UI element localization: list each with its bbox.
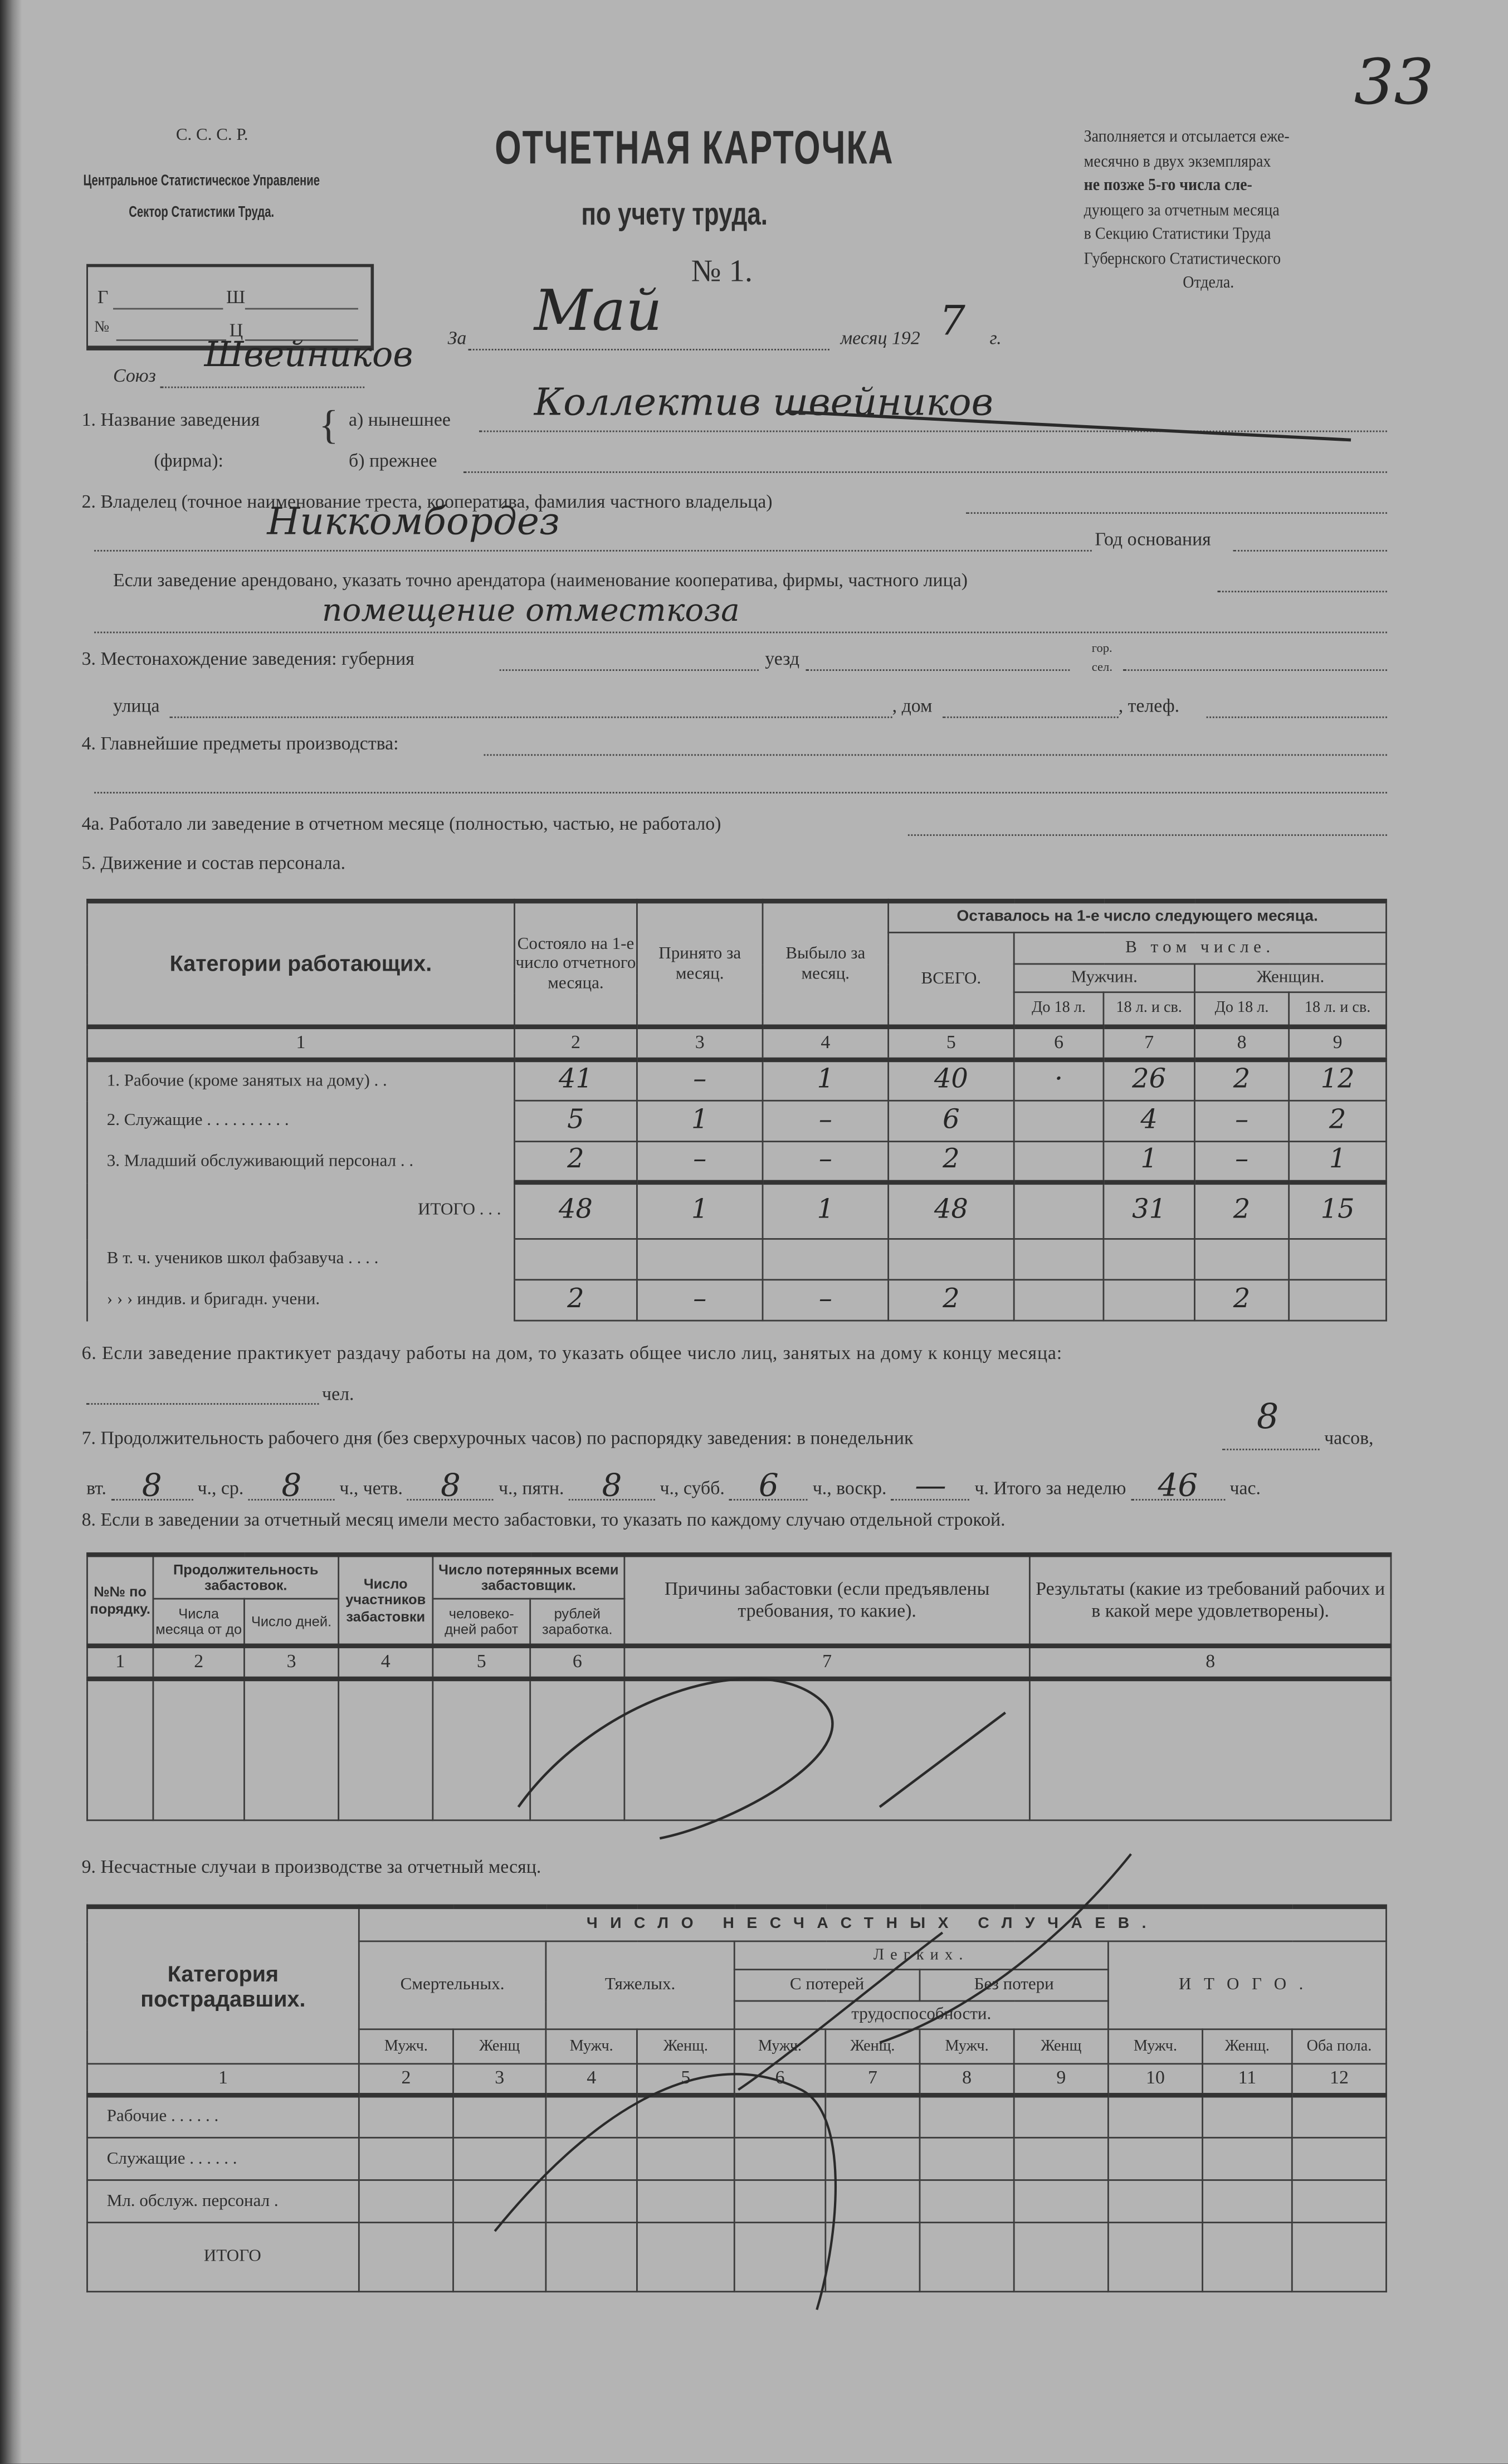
header-men: Мужчин.: [1014, 964, 1194, 992]
cell-value[interactable]: 48: [514, 1182, 637, 1239]
row-label: Мл. обслуж. персонал .: [87, 2180, 359, 2222]
column-number: 1: [87, 1027, 514, 1060]
page-subtitle: по учету труда.: [581, 198, 768, 233]
header-with-loss: С потерей: [734, 1970, 920, 2001]
lease-label: Если заведение арендовано, указать точно арендатора (наименование кооператива, фирмы, частного лица): [113, 568, 968, 591]
field5-label: 5. Движение и состав персонала.: [81, 851, 346, 874]
box-sh-label: Ш: [226, 286, 246, 308]
cell-value[interactable]: 4: [1104, 1100, 1195, 1141]
label-total_u: час.: [1229, 1477, 1261, 1499]
sex-subheader: Мужч.: [734, 2029, 826, 2064]
header-women-18plus: 18 л. и св.: [1289, 992, 1387, 1027]
column-number: 7: [624, 1646, 1030, 1679]
field9-label: 9. Несчастные случаи в производстве за отчетный месяц.: [81, 1856, 541, 1878]
cell-value[interactable]: 26: [1104, 1060, 1195, 1100]
street-label: улица: [113, 694, 160, 717]
brace: {: [319, 402, 339, 448]
sex-subheader: Женщ.: [637, 2029, 734, 2064]
box-no-label: №: [94, 319, 110, 337]
cell-value[interactable]: 1: [637, 1100, 763, 1141]
cell-value[interactable]: 2: [1194, 1280, 1289, 1321]
header-results: Результаты (какие из требований рабочих и в какой мере удовлетворены).: [1029, 1555, 1391, 1646]
row-label: ИТОГО . . .: [87, 1182, 514, 1239]
field1b-label: б) прежнее: [348, 449, 437, 471]
row-label: В т. ч. учеников школ фабзавуча . . . .: [87, 1239, 514, 1279]
column-number: 7: [826, 2064, 920, 2095]
cell-value[interactable]: 2: [1289, 1100, 1387, 1141]
hours-thu[interactable]: 8: [407, 1470, 494, 1501]
note-line: месячно в двух экземплярах: [1084, 152, 1271, 171]
sex-subheader: Оба пола.: [1292, 2029, 1386, 2064]
field4a-label: 4а. Работало ли заведение в отчетном месяце (полностью, частью, не работало): [81, 812, 721, 835]
column-number: 5: [637, 2064, 734, 2095]
box-ts-label: Ц: [229, 319, 243, 341]
header-duration: Продолжительность забастовок.: [153, 1555, 339, 1599]
cell-value[interactable]: 2: [514, 1280, 637, 1321]
column-number: 1: [87, 1646, 153, 1679]
field1-label: 1. Название заведения: [81, 408, 260, 431]
header-rubles: рублей заработка.: [530, 1599, 624, 1646]
cell-value[interactable]: 2: [1194, 1182, 1289, 1239]
month-value[interactable]: Май: [534, 279, 662, 344]
cell-value[interactable]: 1: [763, 1182, 889, 1239]
cell-value[interactable]: 41: [514, 1060, 637, 1100]
card-number: № 1.: [691, 254, 753, 289]
hours-tue[interactable]: 8: [111, 1470, 193, 1501]
cell-value[interactable]: –: [763, 1280, 889, 1321]
cell-value[interactable]: –: [763, 1100, 889, 1141]
cell-value[interactable]: 1: [1104, 1142, 1195, 1182]
column-number: 2: [153, 1646, 245, 1679]
column-number: 1: [87, 2064, 359, 2095]
header-severe: Тяжелых.: [546, 1941, 734, 2029]
column-number: 10: [1108, 2064, 1202, 2095]
cell-value[interactable]: 5: [514, 1100, 637, 1141]
column-number: 4: [763, 1027, 889, 1060]
year-suffix: г.: [989, 327, 1002, 349]
cell-value[interactable]: –: [763, 1142, 889, 1182]
lessee-value[interactable]: помещение отместкоза: [322, 591, 740, 629]
note-line: дующего за отчетным месяца: [1084, 200, 1280, 220]
cell-value[interactable]: 2: [1194, 1060, 1289, 1100]
column-number: 4: [546, 2064, 637, 2095]
cell-value[interactable]: ·: [1014, 1060, 1104, 1100]
row-label: 3. Младший обслуживающий персонал . .: [87, 1142, 514, 1182]
label-wed: ч., ср.: [197, 1477, 244, 1499]
cell-value[interactable]: 12: [1289, 1060, 1387, 1100]
column-number: 3: [637, 1027, 763, 1060]
cell-value[interactable]: 2: [514, 1142, 637, 1182]
header-hired: Принято за месяц.: [637, 901, 763, 1027]
sex-subheader: Женщ.: [1203, 2029, 1292, 2064]
phone-label: , телеф.: [1118, 694, 1180, 717]
column-number: 2: [514, 1027, 637, 1060]
column-number: 6: [530, 1646, 624, 1679]
header-category: Категории работающих.: [87, 901, 514, 1027]
label-total: ч. Итого за неделю: [974, 1477, 1126, 1499]
cell-value[interactable]: –: [1194, 1100, 1289, 1141]
sex-subheader: Женщ: [453, 2029, 546, 2064]
column-number: 8: [1194, 1027, 1289, 1060]
cell-value[interactable]: 2: [889, 1280, 1014, 1321]
header-accident-count: ЧИСЛО НЕСЧАСТНЫХ СЛУЧАЕВ.: [359, 1907, 1386, 1941]
cell-value[interactable]: 15: [1289, 1182, 1387, 1239]
field4-label: 4. Главнейшие предметы производства:: [81, 732, 399, 754]
cell-value[interactable]: 31: [1104, 1182, 1195, 1239]
year-digit[interactable]: 7: [939, 298, 965, 346]
hours-wed[interactable]: 8: [248, 1470, 335, 1501]
header-left: Выбыло за месяц.: [763, 901, 889, 1027]
label-sun: ч., воскр.: [812, 1477, 887, 1499]
cell-value[interactable]: 1: [763, 1060, 889, 1100]
column-number: 8: [920, 2064, 1014, 2095]
sex-subheader: Мужч.: [359, 2029, 453, 2064]
note-line: Губернского Статистического: [1084, 249, 1281, 268]
header-total: ИТОГО.: [1108, 1941, 1386, 2029]
cell-value[interactable]: 2: [889, 1142, 1014, 1182]
hours-label: часов,: [1324, 1426, 1374, 1449]
header-days: Число дней.: [244, 1599, 338, 1646]
header-seq-no: №№ по порядку.: [87, 1555, 153, 1646]
header-causes: Причины забастовки (если предъявлены требования, то какие).: [624, 1555, 1030, 1646]
label-fri: ч., пятн.: [499, 1477, 564, 1499]
period-za-label: За: [447, 327, 467, 349]
header-including: В том числе.: [1014, 933, 1386, 964]
column-number: 6: [734, 2064, 826, 2095]
column-number: 12: [1292, 2064, 1386, 2095]
box-g-label: Г: [97, 286, 109, 308]
column-number: 3: [244, 1646, 338, 1679]
column-number: 7: [1104, 1027, 1195, 1060]
cell-value[interactable]: –: [637, 1060, 763, 1100]
sex-subheader: Женщ.: [826, 2029, 920, 2064]
header-victim-category: Категория пострадавших.: [87, 1907, 359, 2064]
row-label: ИТОГО: [87, 2223, 359, 2292]
cell-value[interactable]: –: [637, 1142, 763, 1182]
sex-subheader: Мужч.: [1108, 2029, 1202, 2064]
header-lost: Число потерянных всеми забастовщик.: [433, 1555, 624, 1599]
column-number: 11: [1203, 2064, 1292, 2095]
row-label: 2. Служащие . . . . . . . . . .: [87, 1100, 514, 1141]
cell-value[interactable]: 48: [889, 1182, 1014, 1239]
cell-value[interactable]: 40: [889, 1060, 1014, 1100]
field2-label: 2. Владелец (точное наименование треста, кооператива, фамилия частного владельца): [81, 490, 773, 513]
column-number: 5: [433, 1646, 530, 1679]
note-line: Заполняется и отсылается еже-: [1084, 127, 1290, 147]
sex-subheader: Мужч.: [920, 2029, 1014, 2064]
union-label: Союз: [113, 364, 156, 387]
header-light: Легких.: [734, 1941, 1108, 1970]
row-label: › › › индив. и бригадн. учени.: [87, 1280, 514, 1321]
row-label: Рабочие . . . . . .: [87, 2095, 359, 2137]
uezd-label: уезд: [765, 647, 800, 670]
header-participants: Число участников забастовки: [339, 1555, 433, 1646]
sex-subheader: Мужч.: [546, 2029, 637, 2064]
header-total: ВСЕГО.: [889, 933, 1014, 1027]
header-dates: Числа месяца от до: [153, 1599, 245, 1646]
header-man-days: человеко-дней работ: [433, 1599, 530, 1646]
cell-value[interactable]: –: [1194, 1142, 1289, 1182]
header-start-of-month: Состояло на 1-е число отчетного месяца.: [514, 901, 637, 1027]
note-line: не позже 5-го числа сле-: [1084, 176, 1252, 195]
cell-value[interactable]: 1: [1289, 1142, 1387, 1182]
column-number: 9: [1289, 1027, 1387, 1060]
month-label: месяц 192: [840, 327, 920, 349]
label-thu: ч., четв.: [339, 1477, 403, 1499]
hours-fri[interactable]: 8: [569, 1470, 655, 1501]
column-number: 6: [1014, 1027, 1104, 1060]
row-label: Служащие . . . . . .: [87, 2137, 359, 2180]
field8-label: 8. Если в заведении за отчетный месяц имели место забастовки, то указать по каждому случаю отдельной строкой.: [81, 1508, 1006, 1531]
header-women-under18: До 18 л.: [1194, 992, 1289, 1027]
cell-value[interactable]: 1: [637, 1182, 763, 1239]
header-men-18plus: 18 л. и св.: [1104, 992, 1195, 1027]
sheet-number-handwritten: 33: [1354, 47, 1434, 120]
hours-sat[interactable]: 6: [729, 1470, 808, 1501]
hours-monday[interactable]: 8: [1256, 1398, 1279, 1438]
header-men-under18: До 18 л.: [1014, 992, 1104, 1027]
sex-subheader: Женщ: [1014, 2029, 1108, 2064]
gor-label: гор.: [1091, 641, 1112, 655]
field7-label: 7. Продолжительность рабочего дня (без сверхурочных часов) по распорядку заведения: в понедельник: [81, 1426, 914, 1449]
org-sector: Сектор Статистики Труда.: [129, 204, 275, 222]
row-label: 1. Рабочие (кроме занятых на дому) . .: [87, 1060, 514, 1100]
header-fatal: Смертельных.: [359, 1941, 546, 2029]
column-number: 8: [1029, 1646, 1391, 1679]
header-remained: Оставалось на 1-е число следующего месяца.: [889, 901, 1387, 932]
header-women: Женщин.: [1194, 964, 1386, 992]
cell-value[interactable]: –: [637, 1280, 763, 1321]
field6-unit: чел.: [322, 1382, 354, 1405]
field3-label: 3. Местонахождение заведения: губерния: [81, 647, 414, 670]
header-without-loss: Без потери: [920, 1970, 1108, 2001]
label-tue: вт.: [86, 1477, 106, 1499]
sel-label: сел.: [1091, 660, 1112, 674]
field1a-label: а) нынешнее: [348, 408, 451, 431]
note-line: в Секцию Статистики Труда: [1084, 225, 1271, 244]
house-label: , дом: [892, 694, 933, 717]
column-number: 3: [453, 2064, 546, 2095]
owner-value[interactable]: Никкомбордез: [267, 499, 560, 544]
ussr-label: С. С. С. Р.: [175, 125, 248, 145]
note-line: Отдела.: [1183, 273, 1234, 293]
establishment-name-value[interactable]: Коллектив швейников: [534, 380, 993, 425]
field6-label: 6. Если заведение практикует раздачу работы на дом, то указать общее число лиц, занятых на дому к концу месяца:: [81, 1342, 1063, 1364]
founded-label: Год основания: [1095, 528, 1211, 550]
header-work-capacity: трудоспособности.: [734, 2001, 1108, 2029]
column-number: 2: [359, 2064, 453, 2095]
hours-total[interactable]: 46: [1131, 1470, 1225, 1501]
field1-firm-label: (фирма):: [154, 449, 223, 471]
org-name: Центральное Статистическое Управление: [83, 173, 320, 191]
cell-value[interactable]: 6: [889, 1100, 1014, 1141]
hours-sun[interactable]: —: [891, 1470, 970, 1501]
column-number: 9: [1014, 2064, 1108, 2095]
label-sat: ч., субб.: [660, 1477, 725, 1499]
column-number: 4: [339, 1646, 433, 1679]
union-value[interactable]: Швейников: [204, 336, 413, 376]
page-title: ОТЧЕТНАЯ КАРТОЧКА: [495, 122, 894, 174]
column-number: 5: [889, 1027, 1014, 1060]
